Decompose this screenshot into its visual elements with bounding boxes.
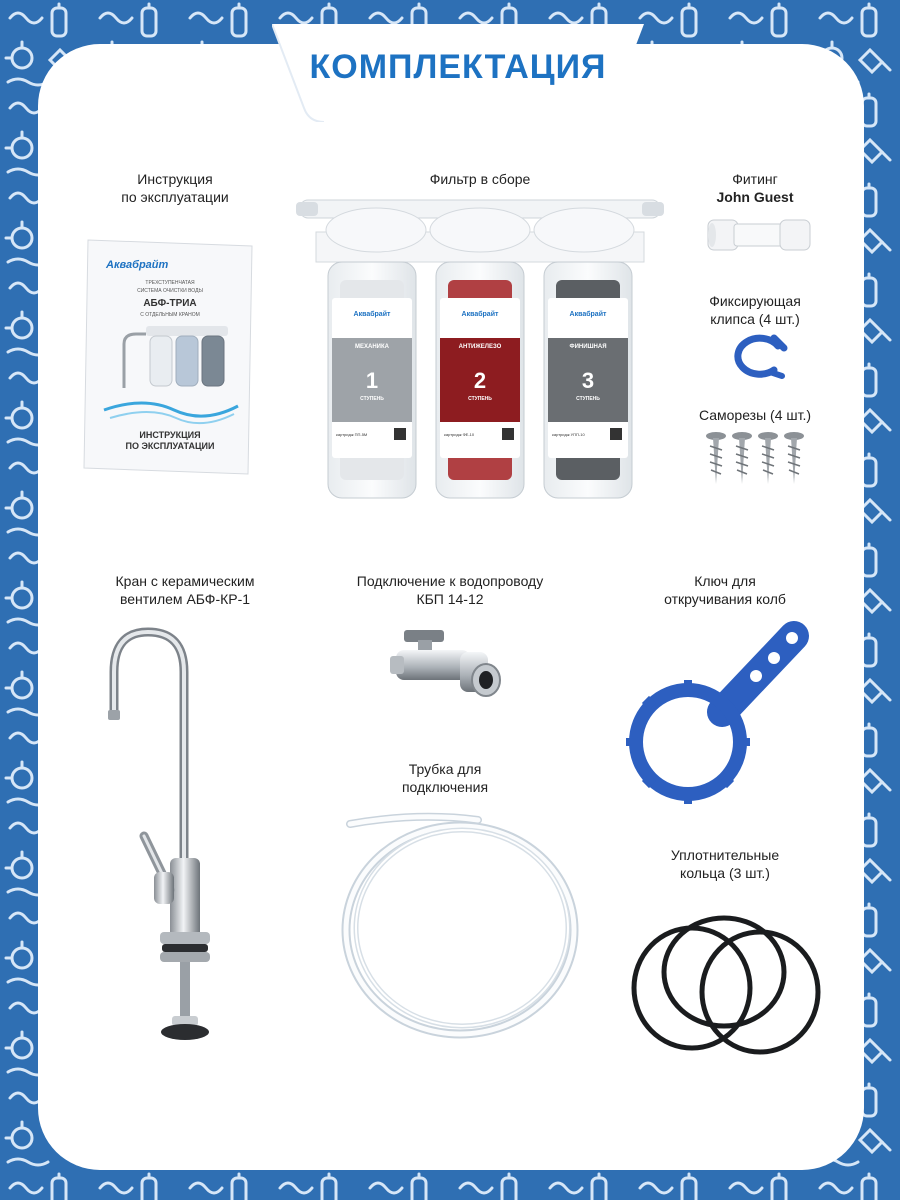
svg-text:ФИНИШНАЯ: ФИНИШНАЯ xyxy=(569,344,607,350)
label-manual: Инструкция по эксплуатации xyxy=(121,171,229,205)
screw-icon xyxy=(784,432,804,484)
housing-wrench-icon xyxy=(626,612,826,812)
screws-group xyxy=(704,430,808,488)
o-rings-group xyxy=(628,912,824,1062)
svg-text:2: 2 xyxy=(473,368,487,393)
booklet-doc-title-2: ПО ЭКСПЛУАТАЦИИ xyxy=(125,441,215,451)
label-clip: Фиксирующая клипса (4 шт.) xyxy=(709,293,801,327)
booklet-subtitle-1: ТРЕХСТУПЕНЧАТАЯ xyxy=(145,280,195,286)
svg-text:картридж УПП-10: картридж УПП-10 xyxy=(552,432,585,437)
svg-text:СТУПЕНЬ: СТУПЕНЬ xyxy=(468,396,492,402)
svg-text:СТУПЕНЬ: СТУПЕНЬ xyxy=(576,396,600,402)
tube-coil-icon xyxy=(338,802,586,1042)
svg-text:1: 1 xyxy=(365,368,379,393)
cartridge-1-label xyxy=(332,298,412,458)
svg-text:Аквабрайт: Аквабрайт xyxy=(353,311,391,318)
svg-text:картридж ПП-5М: картридж ПП-5М xyxy=(336,432,368,437)
svg-text:СТУПЕНЬ: СТУПЕНЬ xyxy=(360,396,384,402)
svg-text:АНТИЖЕЛЕЗО: АНТИЖЕЛЕЗО xyxy=(458,344,502,350)
label-tube: Трубка для подключения xyxy=(401,761,489,795)
svg-text:3: 3 xyxy=(581,368,595,393)
label-fitting: Фитинг John Guest xyxy=(716,171,794,205)
label-screws: Саморезы (4 шт.) xyxy=(698,407,812,423)
label-connection: Подключение к водопроводу КБП 14-12 xyxy=(356,573,544,607)
page-title: КОМПЛЕКТАЦИЯ xyxy=(309,48,607,86)
screw-icon xyxy=(706,432,726,484)
screw-icon xyxy=(758,432,778,484)
label-wrench: Ключ для откручивания колб xyxy=(664,573,786,607)
faucet-icon xyxy=(100,622,260,1052)
booklet-subtitle-2: СИСТЕМА ОЧИСТКИ ВОДЫ xyxy=(137,288,203,294)
label-faucet: Кран с керамическим вентилем АБФ-КР-1 xyxy=(115,573,255,607)
booklet-brand: Аквабрайт xyxy=(106,259,169,271)
cartridge-2-label xyxy=(440,298,520,458)
triple-filter-icon xyxy=(296,192,664,506)
tap-connector-icon xyxy=(390,624,506,704)
label-rings: Уплотнительные кольца (3 шт.) xyxy=(670,847,780,881)
svg-text:МЕХАНИКА: МЕХАНИКА xyxy=(355,344,389,350)
booklet-model: АБФ-ТРИА xyxy=(143,298,197,309)
label-filter: Фильтр в сборе xyxy=(429,171,531,187)
cartridge-3-label xyxy=(548,298,628,458)
o-ring-icon xyxy=(702,932,818,1052)
svg-text:Аквабрайт: Аквабрайт xyxy=(461,311,499,318)
push-fitting-icon xyxy=(706,214,812,256)
fixing-clip-icon xyxy=(722,334,788,380)
booklet-doc-title-1: ИНСТРУКЦИЯ xyxy=(139,430,201,440)
screw-icon xyxy=(732,432,752,484)
o-ring-icon xyxy=(634,928,750,1048)
svg-text:картридж ФЕ-10: картридж ФЕ-10 xyxy=(444,432,475,437)
booklet-subtitle-3: С ОТДЕЛЬНЫМ КРАНОМ xyxy=(140,312,200,318)
svg-text:Аквабрайт: Аквабрайт xyxy=(569,311,607,318)
instruction-booklet-icon xyxy=(84,238,256,476)
